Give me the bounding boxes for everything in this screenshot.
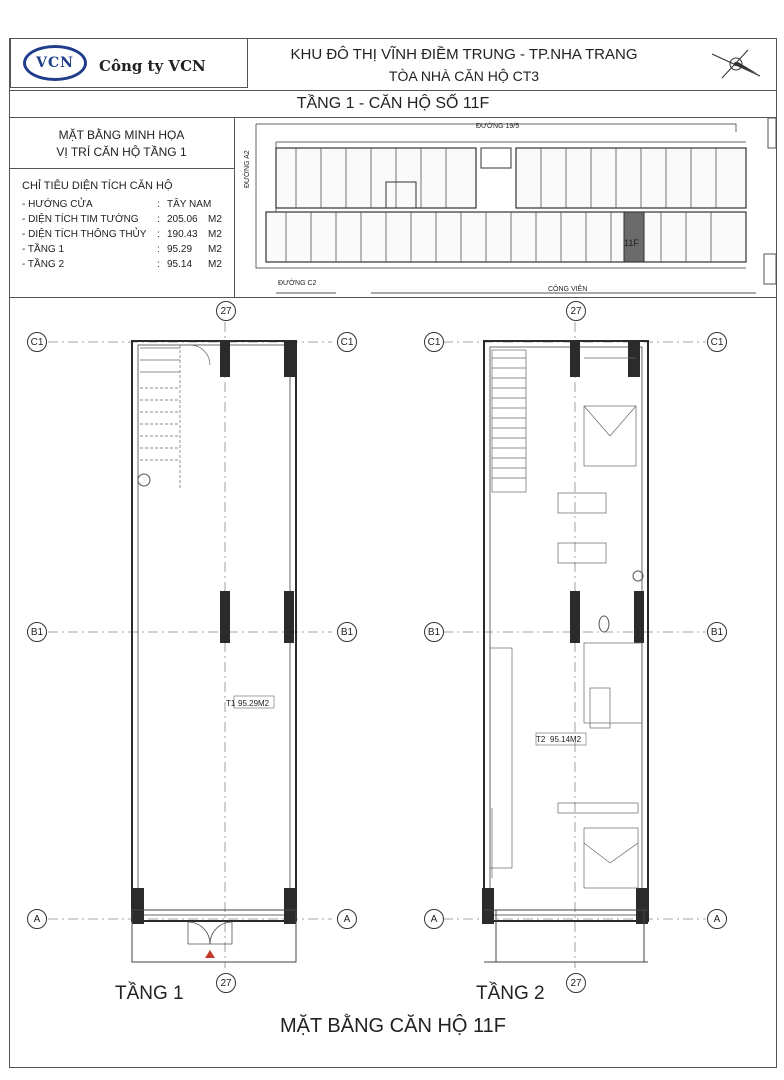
grid-bubble: A [337, 909, 357, 929]
grid-bubble: B1 [707, 622, 727, 642]
park-label: CÔNG VIÊN [548, 286, 588, 293]
floor2-area-tag: T2 [536, 735, 546, 744]
floor1-label: TẦNG 1 [115, 983, 184, 1004]
grid-bubble: A [27, 909, 47, 929]
floor2-area: 95.14M2 [550, 735, 582, 744]
floor-plans [10, 298, 776, 998]
road-label: ĐƯỜNG A2 [244, 150, 251, 188]
location-title-2: VỊ TRÍ CĂN HỘ TẦNG 1 [56, 145, 187, 159]
project-title: KHU ĐÔ THỊ VĨNH ĐIỀM TRUNG - TP.NHA TRANG [290, 46, 638, 63]
grid-bubble: A [424, 909, 444, 929]
location-title-1: MẶT BẰNG MINH HỌA [58, 128, 185, 142]
grid-bubble: B1 [27, 622, 47, 642]
grid-bubble: 27 [566, 973, 586, 993]
company-name: Công ty VCN [99, 57, 206, 75]
grid-bubble: 27 [216, 973, 236, 993]
footer-title: MẶT BẰNG CĂN HỘ 11F [280, 1015, 506, 1037]
unit-location-tag: 11F [624, 238, 639, 248]
road-label: ĐƯỜNG C2 [278, 280, 317, 287]
road-label: ĐƯỜNG 19/5 [476, 123, 520, 130]
grid-bubble: A [707, 909, 727, 929]
grid-bubble: 27 [216, 301, 236, 321]
vcn-logo: VCN [23, 45, 87, 81]
grid-bubble: B1 [424, 622, 444, 642]
grid-bubble: C1 [707, 332, 727, 352]
divider [9, 168, 234, 169]
floor2-label: TẦNG 2 [476, 983, 545, 1004]
divider [9, 90, 777, 91]
building-title: TÒA NHÀ CĂN HỘ CT3 [388, 68, 540, 84]
grid-bubble: B1 [337, 622, 357, 642]
grid-bubble: C1 [424, 332, 444, 352]
grid-bubble: 27 [566, 301, 586, 321]
compass-icon [708, 44, 764, 84]
floor1-area-tag: T1 [226, 699, 236, 708]
grid-bubble: C1 [337, 332, 357, 352]
floor1-area: 95.29M2 [238, 699, 270, 708]
company-logo-box [10, 38, 248, 88]
floor-title: TẦNG 1 - CĂN HỘ SỐ 11F [296, 95, 490, 112]
grid-bubble: C1 [27, 332, 47, 352]
spec-heading: CHỈ TIÊU DIỆN TÍCH CĂN HỘ [22, 180, 173, 192]
divider [234, 117, 235, 297]
site-map [236, 118, 776, 296]
